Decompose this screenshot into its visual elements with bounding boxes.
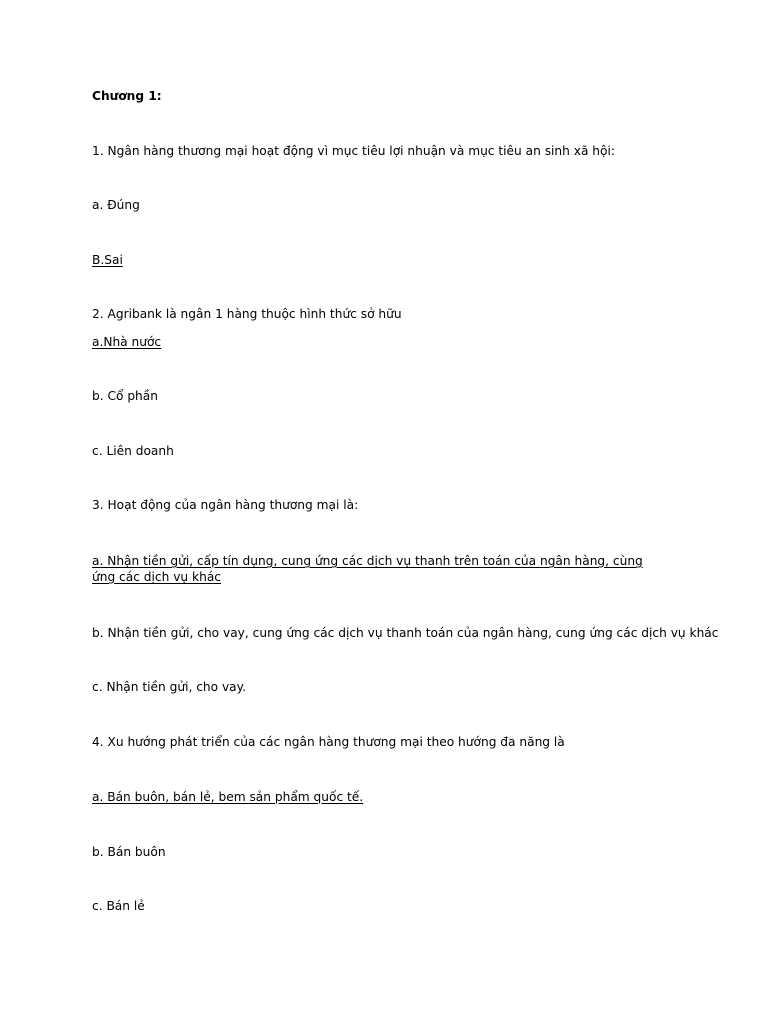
- question-3-option-a-answer: a. Nhận tiền gửi, cấp tín dụng, cung ứng các dịch vụ thanh trên toán của ngân hàng, cùng ứng các dịch vụ khác: [92, 554, 643, 584]
- question-1-option-b-answer: B.Sai: [92, 253, 123, 267]
- question-1-option-a: a. Đúng: [92, 198, 140, 212]
- question-3-option-b: b. Nhận tiền gửi, cho vay, cung ứng các dịch vụ thanh toán của ngân hàng, cung ứng các dịch vụ khác: [92, 626, 719, 640]
- question-2-option-c: c. Liên doanh: [92, 444, 174, 458]
- question-2-option-b: b. Cổ phần: [92, 389, 158, 403]
- question-4-option-c: c. Bán lẻ: [92, 899, 145, 913]
- question-3-option-c: c. Nhận tiền gửi, cho vay.: [92, 680, 246, 694]
- question-1-text: 1. Ngân hàng thương mại hoạt động vì mục tiêu lợi nhuận và mục tiêu an sinh xã hội:: [92, 144, 615, 158]
- question-4-text: 4. Xu hướng phát triển của các ngân hàng thương mại theo hướng đa năng là: [92, 735, 565, 749]
- chapter-title: Chương 1:: [92, 89, 162, 103]
- question-4-option-b: b. Bán buôn: [92, 845, 166, 859]
- question-2-text: 2. Agribank là ngân 1 hàng thuộc hình thức sở hữu: [92, 307, 402, 321]
- question-2-option-a-answer: a.Nhà nước: [92, 335, 162, 349]
- question-4-option-a-answer: a. Bán buôn, bán lẻ, bem sản phẩm quốc tế.: [92, 790, 364, 804]
- question-3-text: 3. Hoạt động của ngân hàng thương mại là:: [92, 498, 359, 512]
